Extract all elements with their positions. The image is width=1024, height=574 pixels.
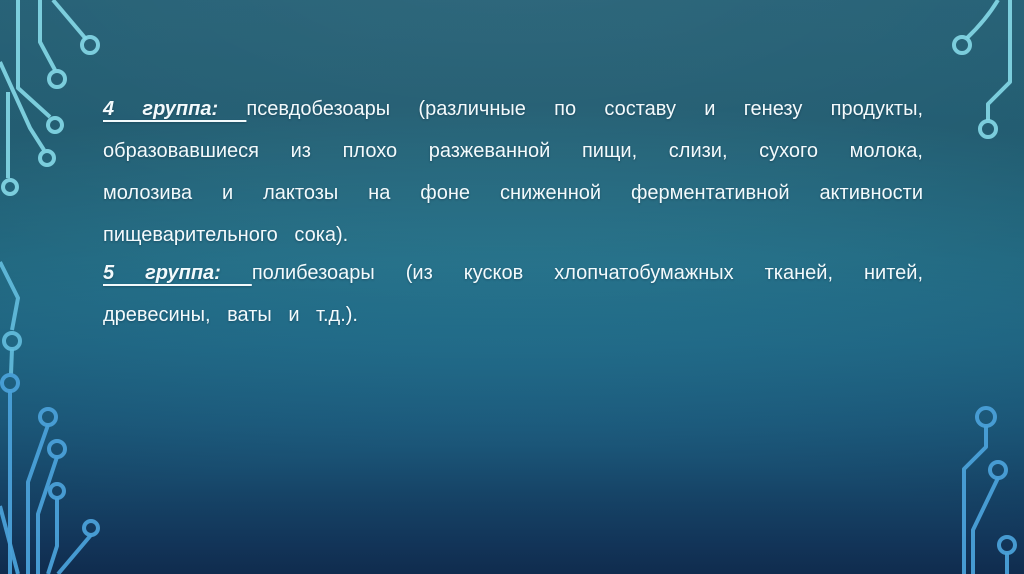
group-5-description: полибезоары (из кусков хлопчатобумажных тканей, нитей, древесины, ваты и т.д.). <box>103 262 924 326</box>
paragraph-group-4 <box>103 88 923 256</box>
circuit-node-icon <box>4 333 20 349</box>
circuit-node-icon <box>2 375 18 391</box>
circuit-node-icon <box>40 409 56 425</box>
circuit-node-icon <box>50 484 64 498</box>
circuit-node-icon <box>980 121 996 137</box>
circuit-node-icon <box>977 408 995 426</box>
circuit-node-icon <box>82 37 98 53</box>
circuit-traces-bottom-right <box>964 408 1015 574</box>
circuit-node-icon <box>49 71 65 87</box>
circuit-trace <box>11 349 12 374</box>
circuit-trace <box>973 478 998 574</box>
group-5-label: 5 группа: <box>103 262 252 284</box>
circuit-trace <box>48 498 57 574</box>
slide-body-text <box>103 88 923 336</box>
circuit-trace <box>40 0 55 70</box>
circuit-trace <box>988 0 1010 120</box>
circuit-node-icon <box>48 118 62 132</box>
circuit-trace <box>38 457 57 574</box>
circuit-trace <box>28 425 48 574</box>
circuit-trace <box>0 62 44 150</box>
circuit-traces-bottom-left <box>0 375 98 574</box>
circuit-trace <box>0 506 18 574</box>
circuit-trace <box>53 0 86 39</box>
circuit-node-icon <box>990 462 1006 478</box>
circuit-node-icon <box>3 180 17 194</box>
circuit-node-icon <box>954 37 970 53</box>
circuit-node-icon <box>49 441 65 457</box>
circuit-trace <box>0 262 18 330</box>
circuit-trace <box>58 535 91 574</box>
circuit-node-icon <box>84 521 98 535</box>
circuit-trace <box>967 0 998 38</box>
circuit-node-icon <box>999 537 1015 553</box>
circuit-traces-top-right <box>954 0 1010 137</box>
circuit-node-icon <box>40 151 54 165</box>
circuit-traces-top-left <box>0 0 98 194</box>
circuit-trace <box>18 0 50 117</box>
circuit-traces-mid-left <box>0 262 20 374</box>
group-4-label: 4 группа: <box>103 98 247 120</box>
paragraph-group-5 <box>103 252 923 336</box>
circuit-trace <box>964 426 986 574</box>
group-4-description: псевдобезоары (различные по составу и генезу продукты, образовавшиеся из плохо разжеванной пищи, слизи, сухого молока, молозива и лактозы на фоне сниженной ферментативной активности пищеварительного сока). <box>103 98 924 246</box>
